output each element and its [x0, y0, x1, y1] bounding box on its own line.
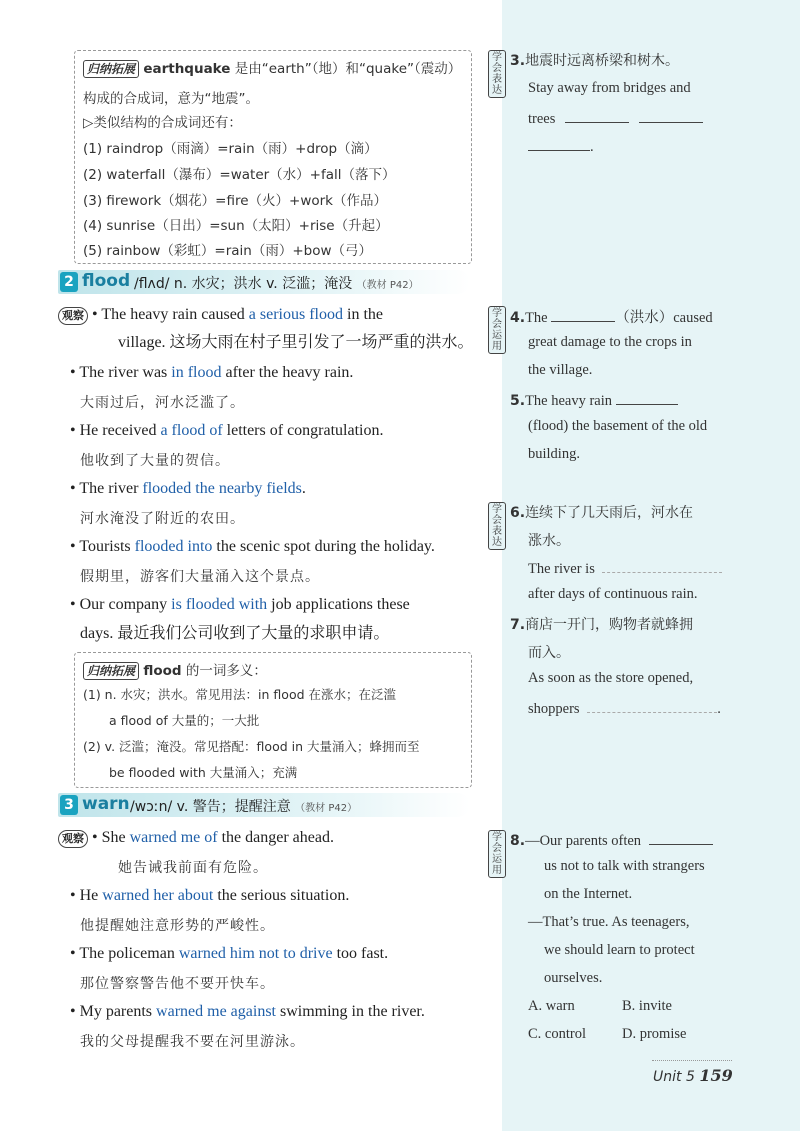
answer-blank[interactable] — [587, 698, 717, 713]
example-text: . — [301, 480, 306, 497]
exercise-8-prompt — [510, 830, 713, 850]
exercise-text: (flood) the basement of the old — [528, 418, 708, 434]
exercise-number: 3. — [510, 53, 526, 69]
example-text: after the heavy rain. — [221, 364, 354, 381]
exercise-text: 连续下了几天雨后，河水在 — [525, 505, 694, 521]
example-text: • He received — [70, 422, 161, 439]
learn-use-tag: 学会运用 — [488, 306, 506, 354]
exercise-line: shoppers . — [528, 698, 721, 718]
exercise-text: —Our parents often — [525, 833, 642, 849]
example-sentence — [70, 417, 383, 445]
example-translation: 他收到了大量的贺信。 — [80, 453, 230, 469]
headword: flood — [82, 271, 131, 291]
example-translation: days. 最近我们公司收到了大量的求职申请。 — [80, 625, 390, 642]
answer-blank[interactable] — [639, 108, 703, 123]
example-sentence — [70, 882, 349, 910]
example-sentence — [70, 475, 306, 503]
highlight-phrase: warned me against — [156, 1003, 276, 1020]
exercise-text: great damage to the crops in — [528, 334, 692, 350]
example-text: • Tourists — [70, 538, 135, 555]
exercise-text: As soon as the store opened, — [528, 670, 694, 686]
learn-use-tag: 学会运用 — [488, 830, 506, 878]
example-text: too fast. — [332, 945, 389, 962]
highlight-phrase: a flood of — [160, 422, 223, 439]
example-translation: 那位警察警告他不要开快车。 — [80, 976, 275, 992]
box-title-rest: 是由“earth”（地）和“quake”（震动） — [230, 61, 462, 77]
exercise-text: us not to talk with strangers — [544, 858, 705, 874]
page-footer — [653, 1066, 733, 1085]
example-translation: 河水淹没了附近的农田。 — [80, 511, 245, 527]
compound-item: (5) rainbow（彩虹）=rain（雨）+bow（弓） — [83, 243, 373, 259]
highlight-phrase: warned me of — [129, 829, 218, 846]
headword: warn — [82, 794, 130, 814]
exercise-text: on the Internet. — [544, 886, 633, 902]
exercise-text: Stay away from bridges and — [528, 80, 691, 96]
answer-blank[interactable] — [528, 136, 590, 151]
example-translation: 假期里，游客们大量涌入这个景点。 — [80, 569, 320, 585]
example-text: • The policeman — [70, 945, 179, 962]
example-text: letters of congratulation. — [222, 422, 384, 439]
textbook-ref: （教材 P42） — [356, 280, 419, 291]
observe-tag: 观察 — [58, 830, 88, 848]
compound-item: (4) sunrise（日出）=sun（太阳）+rise（升起） — [83, 218, 389, 234]
section-number: 2 — [60, 272, 78, 292]
box-line: ▷类似结构的合成词还有： — [83, 115, 242, 131]
expansion-box-earthquake — [74, 50, 472, 264]
highlight-phrase: in flood — [171, 364, 222, 381]
highlight-phrase: is flooded with — [171, 596, 268, 613]
example-sentence — [70, 591, 410, 619]
example-translation: 我的父母提醒我不要在河里游泳。 — [80, 1034, 305, 1050]
learn-express-tag: 学会表达 — [488, 502, 506, 550]
box-line: (2) v. 泛滥；淹没。常见搭配：flood in 大量涌入；蜂拥而至 — [83, 739, 420, 754]
answer-blank[interactable] — [602, 558, 722, 573]
section-number: 3 — [60, 795, 78, 815]
exercise-number: 5. — [510, 393, 526, 409]
example-text: • The heavy rain caused — [92, 306, 249, 323]
choice-option[interactable]: D. promise — [622, 1026, 687, 1042]
highlight-phrase: flooded the nearby fields — [142, 480, 302, 497]
exercise-number: 8. — [510, 833, 526, 849]
highlight-phrase: flooded into — [134, 538, 213, 555]
exercise-text: ourselves. — [544, 970, 603, 986]
exercise-text: （洪水）caused — [615, 310, 713, 326]
expansion-tag: 归纳拓展 — [83, 662, 139, 680]
example-text: • He — [70, 887, 103, 904]
exercise-text: The river is — [528, 561, 595, 577]
example-text: the serious situation. — [213, 887, 350, 904]
box-line: (1) n. 水灾；洪水。常见用法：in flood 在涨水；在泛滥 — [83, 687, 396, 702]
exercise-text: The heavy rain — [525, 393, 616, 409]
example-text: • Our company — [70, 596, 172, 613]
exercise-text: building. — [528, 446, 580, 462]
exercise-text: 涨水。 — [528, 533, 570, 549]
compound-item: (2) waterfall（瀑布）=water（水）+fall（落下） — [83, 167, 396, 183]
box-title-word: flood — [143, 663, 182, 679]
headword-definition — [134, 273, 419, 293]
textbook-ref: （教材 P42） — [295, 803, 358, 814]
example-translation: 大雨过后，河水泛滥了。 — [80, 395, 245, 411]
exercise-line — [528, 108, 703, 128]
choice-option[interactable]: C. control — [528, 1026, 586, 1042]
exercise-3-prompt — [510, 50, 679, 70]
example-text: • The river was — [70, 364, 172, 381]
exercise-text: —That’s true. As teenagers, — [528, 914, 690, 930]
exercise-number: 6. — [510, 505, 526, 521]
example-text: • The river — [70, 480, 143, 497]
choice-option[interactable]: A. warn — [528, 998, 575, 1014]
exercise-text: 而入。 — [528, 645, 570, 661]
example-translation: 他提醒她注意形势的严峻性。 — [80, 918, 275, 934]
highlight-phrase: warned him not to drive — [178, 945, 333, 962]
exercise-text: after days of continuous rain. — [528, 586, 698, 602]
definition-text: /flʌd/ n. 水灾；洪水 v. 泛滥；淹没 — [134, 276, 353, 292]
compound-item: (1) raindrop（雨滴）=rain（雨）+drop（滴） — [83, 141, 378, 157]
learn-express-tag: 学会表达 — [488, 50, 506, 98]
answer-blank[interactable] — [616, 390, 678, 405]
page-number: 159 — [699, 1066, 733, 1085]
example-text: the scenic spot during the holiday. — [212, 538, 435, 555]
answer-blank[interactable] — [649, 830, 713, 845]
exercise-6-prompt — [510, 502, 693, 522]
choice-option[interactable]: B. invite — [622, 998, 672, 1014]
answer-blank[interactable] — [565, 108, 629, 123]
box-title-word: earthquake — [143, 61, 231, 77]
exercise-5-prompt — [510, 390, 678, 410]
example-text: the danger ahead. — [217, 829, 334, 846]
example-text: in the — [343, 306, 383, 323]
definition-text: /wɔːn/ v. 警告；提醒注意 — [130, 799, 291, 815]
box-title-rest: 的一词多义： — [181, 663, 267, 679]
example-text: swimming in the river. — [275, 1003, 425, 1020]
example-text: job applications these — [267, 596, 410, 613]
exercise-line: . — [528, 136, 594, 156]
exercise-7-prompt — [510, 614, 693, 634]
compound-item: (3) firework（烟花）=fire（火）+work（作品） — [83, 193, 388, 209]
example-sentence — [70, 359, 353, 387]
observe-tag: 观察 — [58, 307, 88, 325]
headword-definition — [130, 796, 357, 816]
highlight-phrase: warned her about — [102, 887, 214, 904]
box-line: 构成的合成词，意为“地震”。 — [83, 91, 259, 107]
example-text: • My parents — [70, 1003, 157, 1020]
example-translation: village. 这场大雨在村子里引发了一场严重的洪水。 — [118, 334, 474, 351]
exercise-number: 4. — [510, 310, 526, 326]
exercise-text: 地震时远离桥梁和树木。 — [525, 53, 680, 69]
exercise-text: trees — [528, 111, 556, 127]
footer-divider — [652, 1060, 732, 1061]
exercise-4-prompt — [510, 306, 713, 327]
box-line: a flood of 大量的；一大批 — [109, 713, 260, 728]
example-sentence — [70, 533, 435, 561]
box-line: be flooded with 大量涌入；充满 — [109, 765, 298, 780]
example-translation: 她告诫我前面有危险。 — [118, 860, 268, 876]
exercise-number: 7. — [510, 617, 526, 633]
expansion-tag: 归纳拓展 — [83, 60, 139, 78]
answer-blank[interactable] — [551, 307, 615, 322]
expansion-box-flood — [74, 652, 472, 788]
highlight-phrase: a serious flood — [248, 306, 343, 323]
example-sentence — [70, 940, 388, 968]
example-sentence — [58, 824, 334, 852]
exercise-text: The — [525, 310, 552, 326]
example-sentence — [70, 998, 425, 1026]
exercise-text: 商店一开门，购物者就蜂拥 — [525, 617, 694, 633]
exercise-text: the village. — [528, 362, 593, 378]
exercise-text: shoppers — [528, 701, 580, 717]
example-sentence — [58, 301, 383, 329]
exercise-line — [528, 558, 722, 578]
example-text: • She — [92, 829, 130, 846]
unit-label: Unit 5 — [653, 1069, 695, 1085]
exercise-text: we should learn to protect — [544, 942, 695, 958]
